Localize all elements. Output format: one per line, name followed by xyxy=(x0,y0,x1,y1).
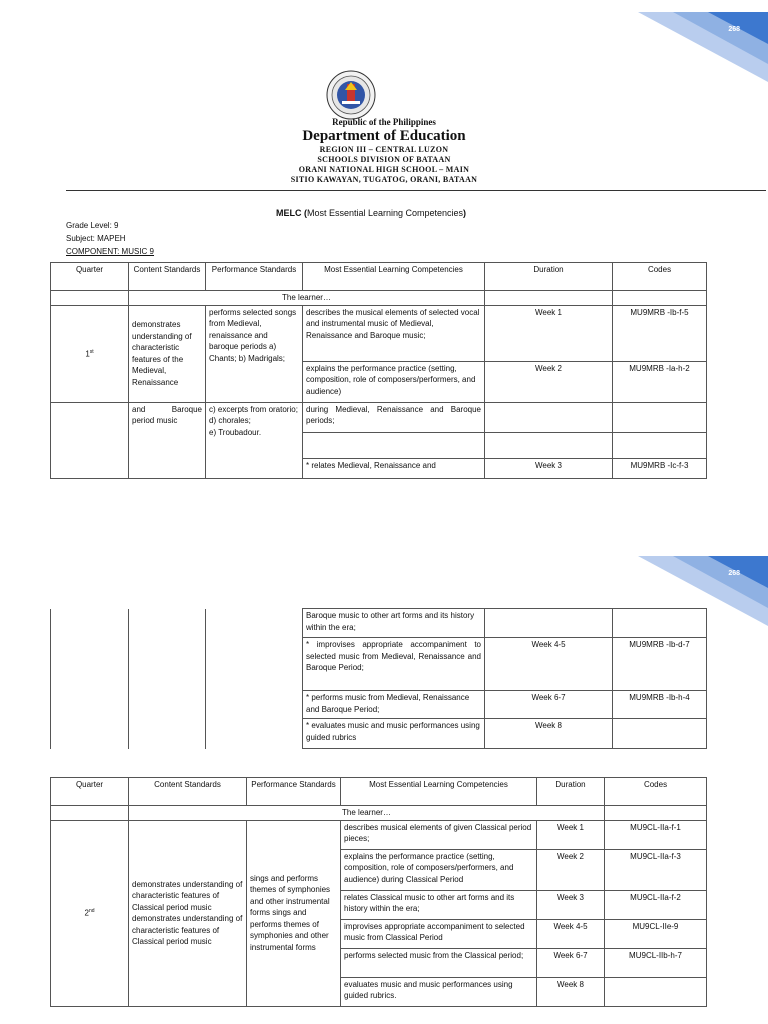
melc-item: Baroque music to other art forms and its history within the era; xyxy=(303,609,485,638)
melc-item: describes musical elements of given Classical period pieces; xyxy=(341,820,537,849)
blank-cell xyxy=(51,609,129,749)
duration-item: Week 8 xyxy=(537,977,605,1006)
blank-cell xyxy=(51,402,129,478)
code-item: MU9MRB -Ib-f-5 xyxy=(613,305,707,361)
learner-row: The learner… xyxy=(129,291,485,306)
melc-item: relates Classical music to other art forms and its history within the era; xyxy=(341,890,537,919)
melc-item: explains the performance practice (setting, composition, role of composers/performers, and audience) xyxy=(303,361,485,402)
learner-row: The learner… xyxy=(129,806,605,821)
division-line: SCHOOLS DIVISION OF BATAAN xyxy=(317,155,451,164)
duration-item: Week 1 xyxy=(485,305,613,361)
melc-item xyxy=(303,432,485,458)
melc-item: evaluates music and music performances using guided rubrics. xyxy=(341,977,537,1006)
content-standard: demonstrates understanding of characteristic features of the Medieval, Renaissance xyxy=(129,305,206,402)
performance-item: c) excerpts from oratorio; xyxy=(209,404,298,414)
melc-item: * improvises appropriate accompaniment to selected music from Medieval, Renaissance and Baroque Period; xyxy=(303,638,485,691)
code-item xyxy=(613,402,707,432)
blank-cell xyxy=(206,609,303,749)
quarter-suffix: nd xyxy=(88,908,95,915)
duration-item: Week 6-7 xyxy=(537,948,605,977)
col-codes: Codes xyxy=(605,778,707,806)
duration-item: Week 1 xyxy=(537,820,605,849)
letterhead xyxy=(0,117,768,185)
melc-title xyxy=(0,208,742,218)
duration-item: Week 3 xyxy=(537,890,605,919)
melc-item: * performs music from Medieval, Renaissance and Baroque Period; xyxy=(303,691,485,719)
duration-item xyxy=(485,609,613,638)
address-line: SITIO KAWAYAN, TUGATOG, ORANI, BATAAN xyxy=(290,175,478,184)
subject: Subject: MAPEH xyxy=(66,234,126,243)
blank-cell xyxy=(485,291,613,306)
col-quarter: Quarter xyxy=(51,778,129,806)
quarter-cell xyxy=(51,305,129,402)
page-number: 268 xyxy=(728,570,740,577)
duration-item: Week 4-5 xyxy=(485,638,613,691)
code-item: MU9CL-IIa-f-3 xyxy=(605,849,707,890)
melc-item: * evaluates music and music performances using guided rubrics xyxy=(303,719,485,749)
q2-table xyxy=(50,777,707,1007)
melc-abbr: MELC ( xyxy=(275,208,307,218)
blank-cell xyxy=(129,609,206,749)
performance-standard-cont xyxy=(206,402,303,478)
duration-item: Week 6-7 xyxy=(485,691,613,719)
col-melc: Most Essential Learning Competencies xyxy=(341,778,537,806)
blank-cell xyxy=(51,806,129,821)
code-item: MU9CL-IIe-9 xyxy=(605,919,707,948)
melc-item: explains the performance practice (setting, composition, role of composers/performers, and audience) during Classical Period xyxy=(341,849,537,890)
melc-item: describes the musical elements of selected vocal and instrumental music of Medieval, Renaissance and Baroque music; xyxy=(303,305,485,361)
quarter-suffix: st xyxy=(89,348,94,355)
code-item xyxy=(613,719,707,749)
performance-item: e) Troubadour. xyxy=(209,427,262,437)
duration-item xyxy=(485,432,613,458)
performance-standard: sings and performs themes of symphonies and other instrumental forms sings and performs themes of symphonies and other instrumental forms xyxy=(247,820,341,1006)
q1-table xyxy=(50,262,707,479)
quarter-number: 2 xyxy=(84,909,89,919)
school-line: ORANI NATIONAL HIGH SCHOOL – MAIN xyxy=(298,165,470,174)
code-item: MU9MRB -Ib-d-7 xyxy=(613,638,707,691)
blank-cell xyxy=(51,291,129,306)
duration-item: Week 8 xyxy=(485,719,613,749)
content-standard: and Baroque period music xyxy=(129,402,206,478)
melc-item: performs selected music from the Classical period; xyxy=(341,948,537,977)
col-performance-standards: Performance Standards xyxy=(206,263,303,291)
blank-cell xyxy=(613,291,707,306)
code-item: MU9MRB -Ia-h-2 xyxy=(613,361,707,402)
code-item: MU9CL-IIa-f-1 xyxy=(605,820,707,849)
page-corner-ribbon xyxy=(638,12,768,82)
header-divider xyxy=(66,190,766,191)
blank-cell xyxy=(605,806,707,821)
corner-ribbon-icon xyxy=(638,12,768,82)
duration-item xyxy=(485,402,613,432)
code-item: MU9CL-IIa-f-2 xyxy=(605,890,707,919)
duration-item: Week 2 xyxy=(537,849,605,890)
quarter-cell xyxy=(51,820,129,1006)
deped-seal-icon xyxy=(326,70,376,120)
duration-item: Week 4-5 xyxy=(537,919,605,948)
page-number: 268 xyxy=(728,26,740,33)
duration-item: Week 3 xyxy=(485,458,613,478)
republic-line: Republic of the Philippines xyxy=(332,117,436,127)
code-item xyxy=(613,609,707,638)
melc-item: during Medieval, Renaissance and Baroque periods; xyxy=(303,402,485,432)
melc-close: ) xyxy=(463,208,467,218)
code-item xyxy=(605,977,707,1006)
content-standard: demonstrates understanding of characteristic features of Classical period music demonstrates understanding of characteristic features of Classical period music xyxy=(129,820,247,1006)
duration-item: Week 2 xyxy=(485,361,613,402)
col-duration: Duration xyxy=(537,778,605,806)
melc-item: * relates Medieval, Renaissance and xyxy=(303,458,485,478)
grade-level: Grade Level: 9 xyxy=(66,221,119,230)
quarter-number: 1 xyxy=(85,349,90,359)
melc-full: Most Essential Learning Competencies xyxy=(306,208,464,218)
col-duration: Duration xyxy=(485,263,613,291)
q1-table-continued xyxy=(50,608,707,749)
col-codes: Codes xyxy=(613,263,707,291)
component: COMPONENT: MUSIC 9 xyxy=(66,247,155,256)
col-content-standards: Content Standards xyxy=(129,778,247,806)
col-melc: Most Essential Learning Competencies xyxy=(303,263,485,291)
melc-item: improvises appropriate accompaniment to selected music from Classical Period xyxy=(341,919,537,948)
code-item: MU9CL-IIb-h-7 xyxy=(605,948,707,977)
code-item: MU9MRB -Ib-h-4 xyxy=(613,691,707,719)
performance-standard: performs selected songs from Medieval, renaissance and baroque periods a) Chants; b) Madrigals; xyxy=(206,305,303,402)
code-item: MU9MRB -Ic-f-3 xyxy=(613,458,707,478)
performance-item: d) chorales; xyxy=(209,416,251,425)
department-name: Department of Education xyxy=(302,128,466,144)
col-quarter: Quarter xyxy=(51,263,129,291)
code-item xyxy=(613,432,707,458)
region-line: REGION III – CENTRAL LUZON xyxy=(319,145,449,154)
col-content-standards: Content Standards xyxy=(129,263,206,291)
col-performance-standards: Performance Standards xyxy=(247,778,341,806)
